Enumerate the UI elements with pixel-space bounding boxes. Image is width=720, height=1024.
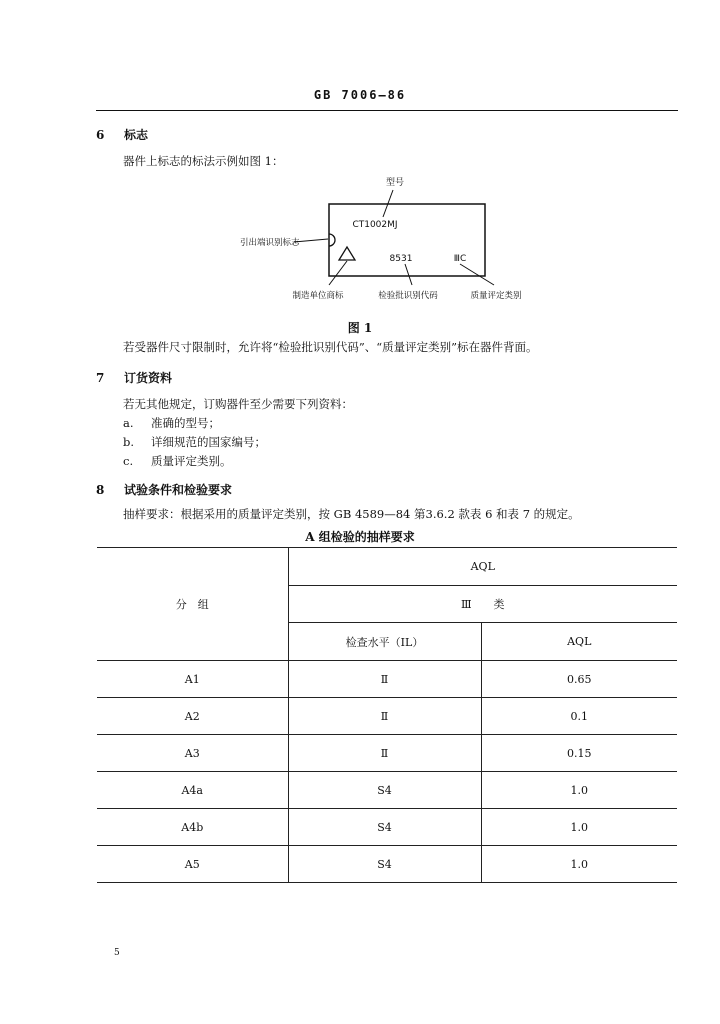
section-6-intro: 器件上标志的标法示例如图 1： [123,154,284,168]
cell-group: A4a [97,772,288,809]
cell-group: A2 [97,698,288,735]
figure-caption: 图 1 [347,321,373,335]
section-8-heading [96,481,232,498]
table-row [97,809,677,846]
lot-leader [405,264,412,285]
label-grade: 质量评定类别 [470,291,522,301]
table-row [97,698,677,735]
page-number: 5 [114,948,120,958]
lot-code: 8531 [389,254,413,264]
cell-aql: 0.1 [481,698,677,735]
cell-level: S4 [288,809,481,846]
table-row [97,735,677,772]
list-marker: a. [123,416,134,430]
section-6-heading [96,126,148,143]
sampling-table [97,547,677,883]
grade-code: ⅢC [453,254,467,264]
cell-group: A3 [97,735,288,772]
cell-group: A4b [97,809,288,846]
section-7-intro: 若无其他规定，订购器件至少需要下列资料： [123,397,353,411]
header-level: 检查水平（IL） [288,623,481,661]
table-header-row [97,548,677,586]
list-text: 质量评定类别。 [151,454,232,468]
cell-aql: 0.65 [481,661,677,698]
cell-aql: 1.0 [481,809,677,846]
table-row [97,772,677,809]
section-6-note: 若受器件尺寸限制时，允许将“检验批识别代码”、“质量评定类别”标在器件背面。 [123,340,538,354]
list-item [123,434,266,450]
label-lot: 检验批识别代码 [378,291,438,301]
section-7-title: 订货资料 [124,371,173,385]
maker-triangle-icon [339,247,355,260]
section-8-title: 试验条件和检验要求 [124,483,233,497]
cell-aql: 1.0 [481,772,677,809]
cell-aql: 1.0 [481,846,677,883]
maker-leader [329,261,347,285]
cell-group: A1 [97,661,288,698]
section-8-sampling: 抽样要求：根据采用的质量评定类别，按 GB 4589—84 第3.6.2 款表 6 和表 7 的规定。 [123,507,580,521]
cell-level: Ⅱ [288,735,481,772]
table-row [97,661,677,698]
section-6-number: 6 [96,128,105,142]
list-text: 详细规范的国家编号； [151,435,266,449]
cell-level: S4 [288,846,481,883]
marking-figure [238,172,538,312]
table-caption: A 组检验的抽样要求 [305,530,415,544]
list-item [123,453,232,469]
header-group: 分 组 [97,548,288,661]
header-rule [96,110,678,111]
cell-level: S4 [288,772,481,809]
grade-leader [460,264,494,285]
header-class: Ⅲ 类 [288,585,677,623]
header-aql-value: AQL [481,623,677,661]
cell-level: Ⅱ [288,661,481,698]
label-model: 型号 [385,178,405,188]
list-marker: c. [123,454,134,468]
section-8-number: 8 [96,483,105,497]
table-row [97,846,677,883]
standard-header: GB 7006—86 [313,88,407,102]
section-6-title: 标志 [124,128,149,142]
list-marker: b. [123,435,135,449]
cell-level: Ⅱ [288,698,481,735]
list-text: 准确的型号； [151,416,220,430]
cell-aql: 0.15 [481,735,677,772]
section-7-heading [96,369,172,386]
list-item [123,415,220,431]
cell-group: A5 [97,846,288,883]
header-aql: AQL [288,548,677,586]
label-maker: 制造单位商标 [292,291,344,301]
section-7-number: 7 [96,371,105,385]
model-text: CT1002MJ [352,220,398,230]
label-lead: 引出端识别标志 [240,238,300,248]
lead-notch-icon [329,234,335,246]
